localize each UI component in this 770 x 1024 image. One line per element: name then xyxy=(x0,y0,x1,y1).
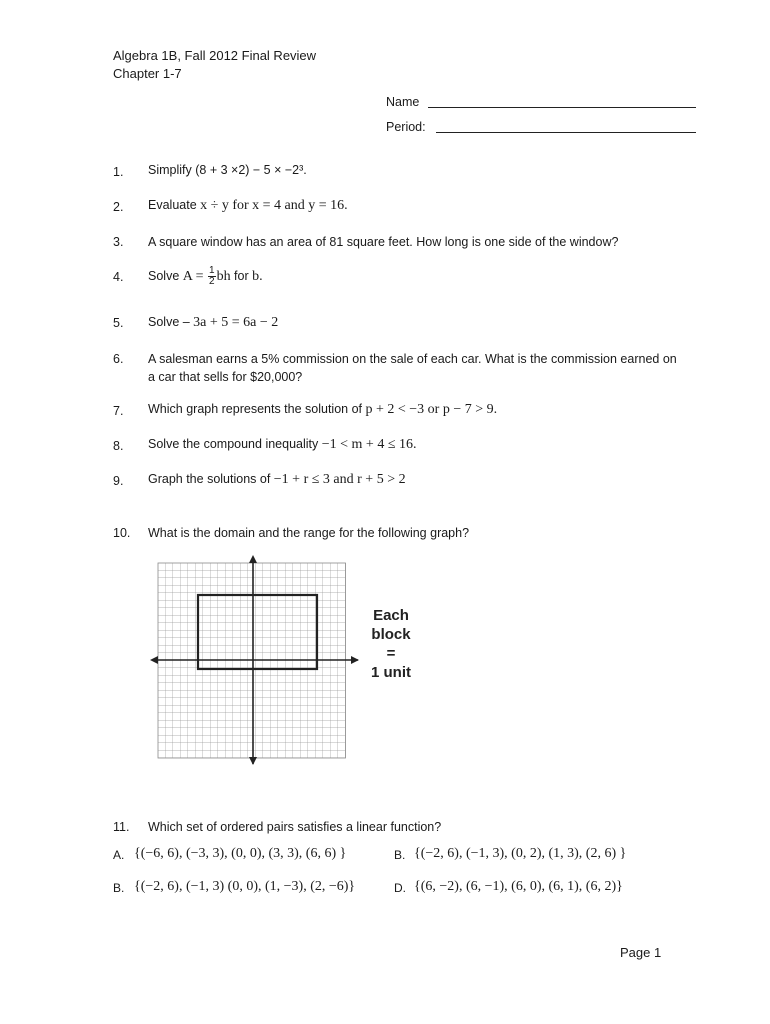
choice-b-value[interactable]: {(−2, 6), (−1, 3), (0, 2), (1, 3), (2, 6) } xyxy=(414,846,627,861)
question-text: Solve A = $\frac{1}{2}$ bh for b. xyxy=(148,265,263,287)
document-title: Algebra 1B, Fall 2012 Final Review xyxy=(113,48,317,63)
graph-unit-note: Each block = 1 unit xyxy=(371,607,411,681)
period-line[interactable] xyxy=(436,132,696,133)
name-label: Name xyxy=(386,95,420,109)
choice-letter: D. xyxy=(394,881,406,895)
question-text: Simplify (8 + 3 ×2) − 5 × −2³. xyxy=(148,163,307,177)
y-axis-arrow-down xyxy=(249,757,257,765)
question-number: 5. xyxy=(113,316,124,330)
question-number: 9. xyxy=(113,474,124,488)
choice-letter: A. xyxy=(113,848,125,862)
question-text: Which set of ordered pairs satisfies a linear function? xyxy=(148,820,442,834)
question-text: Solve the compound inequality −1 < m + 4 ≤ 16. xyxy=(148,437,417,452)
question-number: 3. xyxy=(113,235,124,249)
question-text: Solve – 3a + 5 = 6a − 2 xyxy=(148,315,279,330)
page-number: Page 1 xyxy=(620,945,662,960)
name-line[interactable] xyxy=(428,107,696,108)
question-text: A square window has an area of 81 square feet. How long is one side of the window? xyxy=(148,235,619,249)
question-text: Evaluate x ÷ y for x = 4 and y = 16. xyxy=(148,198,348,213)
question-number: 1. xyxy=(113,165,124,179)
document-subtitle: Chapter 1-7 xyxy=(113,66,182,81)
question-number: 4. xyxy=(113,270,124,284)
question-number: 7. xyxy=(113,404,124,418)
question-text: What is the domain and the range for the following graph? xyxy=(148,526,470,540)
choice-c-value[interactable]: {(−2, 6), (−1, 3) (0, 0), (1, −3), (2, −6)} xyxy=(134,879,356,894)
choice-letter: B. xyxy=(113,881,125,895)
question-number: 8. xyxy=(113,439,124,453)
question-text-line-1: A salesman earns a 5% commission on the sale of each car. What is the commission earned on xyxy=(148,352,677,366)
x-axis-arrow-left xyxy=(150,656,158,664)
x-axis-arrow-right xyxy=(351,656,359,664)
question-text: Which graph represents the solution of p + 2 < −3 or p − 7 > 9. xyxy=(148,402,498,417)
question-number: 10. xyxy=(113,526,131,540)
question-number: 6. xyxy=(113,352,124,366)
question-number: 2. xyxy=(113,200,124,214)
period-label: Period: xyxy=(386,120,426,134)
coordinate-grid-graph xyxy=(150,555,360,765)
choice-letter: B. xyxy=(394,848,406,862)
fraction-one-half: $\frac{1}{2}$ xyxy=(209,265,215,287)
question-text-line-2: a car that sells for $20,000? xyxy=(148,370,303,384)
question-number: 11. xyxy=(113,820,130,834)
question-text: Graph the solutions of −1 + r ≤ 3 and r + 5 > 2 xyxy=(148,472,406,487)
y-axis-arrow-up xyxy=(249,555,257,563)
choice-d-value[interactable]: {(6, −2), (6, −1), (6, 0), (6, 1), (6, 2)} xyxy=(414,879,623,894)
choice-a-value[interactable]: {(−6, 6), (−3, 3), (0, 0), (3, 3), (6, 6) } xyxy=(134,846,347,861)
